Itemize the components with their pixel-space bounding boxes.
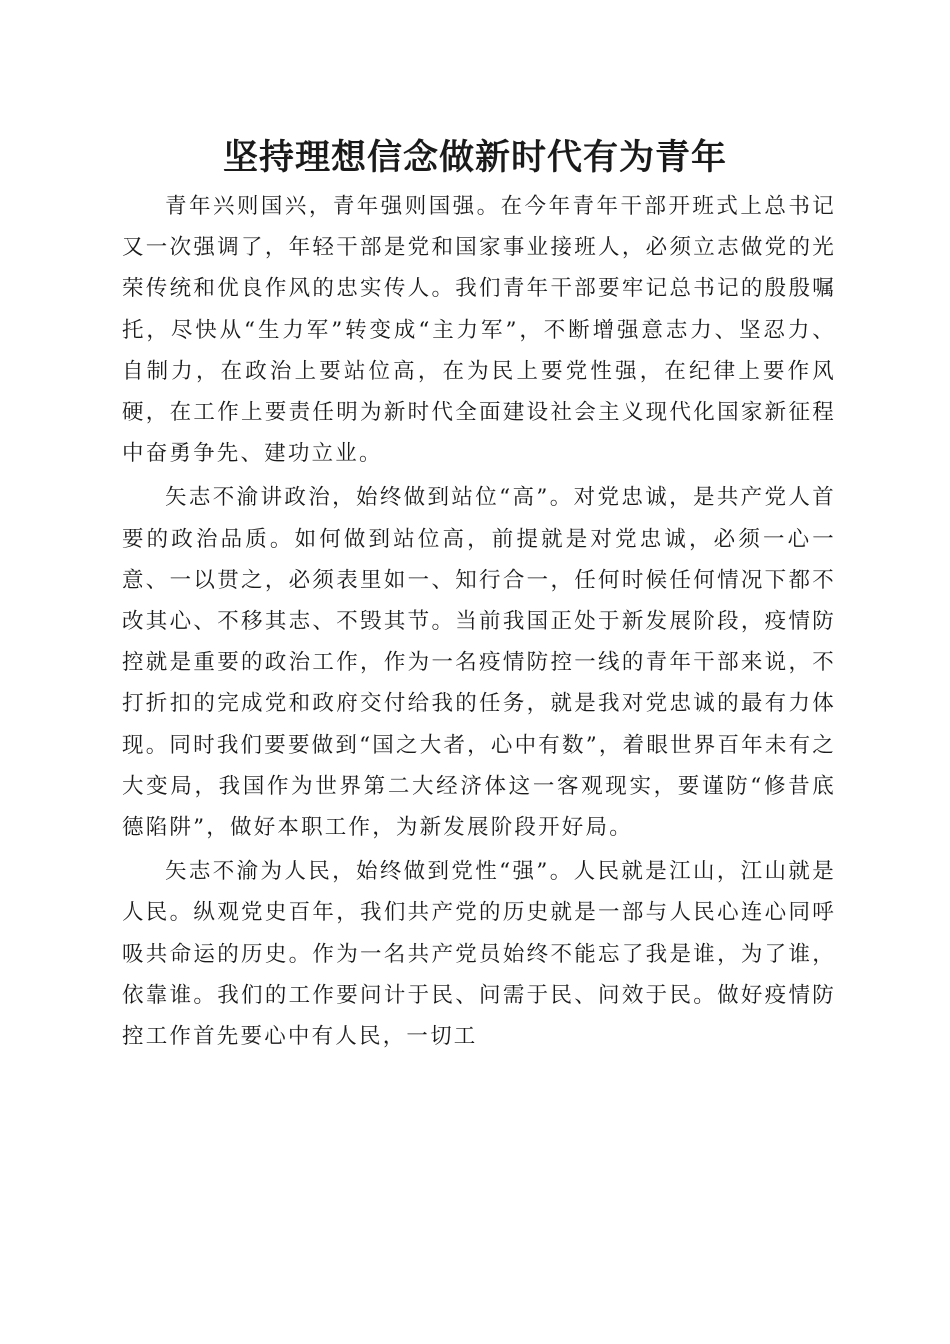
paragraph-2: 矢志不渝讲政治，始终做到站位“高”。对党忠诚，是共产党人首要的政治品质。如何做到站位高，前提就是对党忠诚，必须一心一意、一以贯之，必须表里如一、知行合一，任何时候任何情况下都不改其心、不移其志、不毁其节。当前我国正处于新发展阶段，疫情防控就是重要的政治工作，作为一名疫情防控一线的青年干部来说，不打折扣的完成党和政府交付给我的任务，就是我对党忠诚的最有力体现。同时我们要要做到“国之大者，心中有数”，着眼世界百年未有之大变局，我国作为世界第二大经济体这一客观现实，要谨防“修昔底德陷阱”，做好本职工作，为新发展阶段开好局。 (122, 485, 836, 841)
paragraph-1: 青年兴则国兴，青年强则国强。在今年青年干部开班式上总书记又一次强调了，年轻干部是党和国家事业接班人，必须立志做党的光荣传统和优良作风的忠实传人。我们青年干部要牢记总书记的殷殷嘱托，尽快从“生力军”转变成“主力军”，不断增强意志力、坚忍力、自制力，在政治上要站位高，在为民上要党性强，在纪律上要作风硬，在工作上要责任明为新时代全面建设社会主义现代化国家新征程中奋勇争先、建功立业。 (122, 194, 836, 467)
paragraph-3: 矢志不渝为人民，始终做到党性“强”。人民就是江山，江山就是人民。纵观党史百年，我们共产党的历史就是一部与人民心连心同呼吸共命运的历史。作为一名共产党员始终不能忘了我是谁，为了谁，依靠谁。我们的工作要问计于民、问需于民、问效于民。做好疫情防控工作首先要心中有人民，一切工 (122, 859, 836, 1050)
document-body (122, 186, 836, 1060)
document-title: 坚持理想信念做新时代有为青年 (222, 137, 727, 178)
